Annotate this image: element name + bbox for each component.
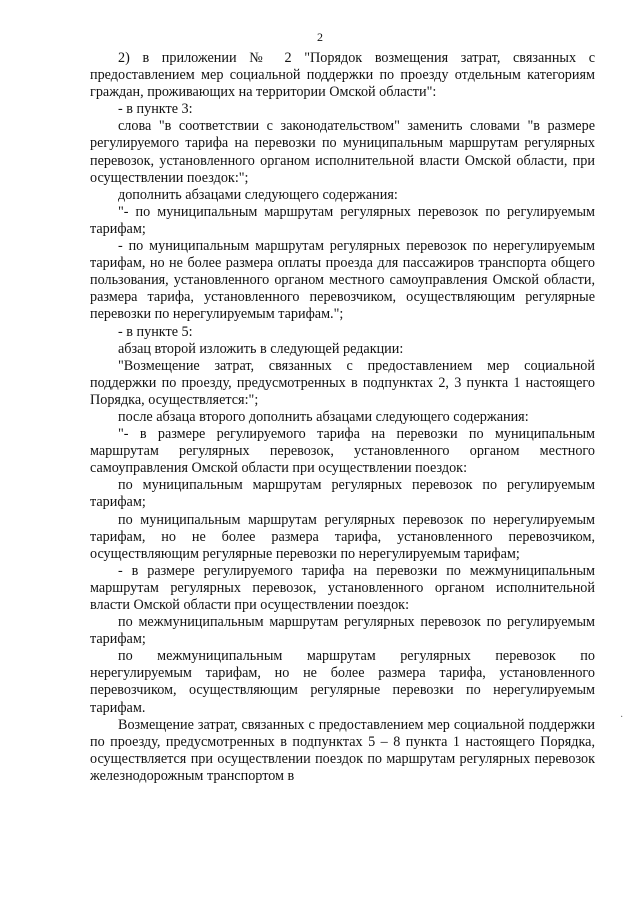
paragraph-compensation-subitems-2-3: "Возмещение затрат, связанных с предоставлением мер социальной поддержки по проезду, предусмотренных в подпунктах 2, 3 пункта 1 настоящего Порядка, осуществляется:"; <box>90 357 595 408</box>
paragraph-intermunicipal-regulated: по межмуниципальным маршрутам регулярных перевозок по регулируемым тарифам; <box>90 614 595 648</box>
document-body <box>90 50 595 785</box>
paragraph-municipal-unregulated-2: по муниципальным маршрутам регулярных перевозок по нерегулируемым тарифам, но не более размера тарифа, установленного перевозчиком, осуществляющим регулярные перевозки по нерегулируемым тарифам; <box>90 511 595 562</box>
scan-edge-mark: · <box>620 712 624 723</box>
paragraph-municipal-unregulated: - по муниципальным маршрутам регулярных перевозок по нерегулируемым тарифам, но не более размера оплаты проезда для пассажиров транспорта общего пользования, установленного органом местного самоуправления Омской области, размера тарифа, установленного перевозчиком, осуществляющим регулярные перевозки по нерегулируемым тарифам."; <box>90 238 595 323</box>
paragraph-compensation-subitems-5-8: Возмещение затрат, связанных с предоставлением мер социальной поддержки по проезду, предусмотренных в подпунктах 5 – 8 пункта 1 настоящего Порядка, осуществляется при осуществлении поездок по маршрутам регулярных перевозок железнодорожным транспортом в <box>90 716 595 784</box>
paragraph-intermunicipal-tariff-rule: - в размере регулируемого тарифа на перевозки по межмуниципальным маршрутам регулярных перевозок, установленного органом исполнительной власти Омской области при осуществлении поездок: <box>90 562 595 613</box>
page-number: 2 <box>317 30 323 44</box>
paragraph-second-subparagraph-edit: абзац второй изложить в следующей редакции: <box>118 340 404 357</box>
paragraph-add-subparagraphs: дополнить абзацами следующего содержания: <box>118 186 398 203</box>
paragraph-clause-5-heading: - в пункте 5: <box>118 323 193 340</box>
paragraph-municipal-regulated-2: по муниципальным маршрутам регулярных перевозок по регулируемым тарифам; <box>90 477 595 511</box>
paragraph-clause-3-heading: - в пункте 3: <box>118 101 193 118</box>
paragraph-municipal-regulated: "- по муниципальным маршрутам регулярных перевозок по регулируемым тарифам; <box>90 203 595 237</box>
paragraph-intermunicipal-unregulated: по межмуниципальным маршрутам регулярных перевозок по нерегулируемым тарифам, но не более размера тарифа, установленного перевозчиком, осуществляющим регулярные перевозки по нерегулируемым тарифам. <box>90 648 595 716</box>
paragraph-replace-words: слова "в соответствии с законодательством" заменить словами "в размере регулируемого тарифа на перевозки по муниципальным маршрутам регулярных перевозок, установленного органом исполнительной власти Омской области, при осуществлении поездок:"; <box>90 118 595 186</box>
paragraph-municipal-tariff-rule: "- в размере регулируемого тарифа на перевозки по муниципальным маршрутам регулярных перевозок, установленного органом местного самоуправления Омской области при осуществлении поездок: <box>90 426 595 477</box>
paragraph-after-second-add: после абзаца второго дополнить абзацами следующего содержания: <box>118 408 529 425</box>
paragraph-amendment-appendix-2: 2) в приложении № 2 "Порядок возмещения затрат, связанных с предоставлением мер социальной поддержки по проезду отдельным категориям граждан, проживающих на территории Омской области": <box>90 50 595 101</box>
